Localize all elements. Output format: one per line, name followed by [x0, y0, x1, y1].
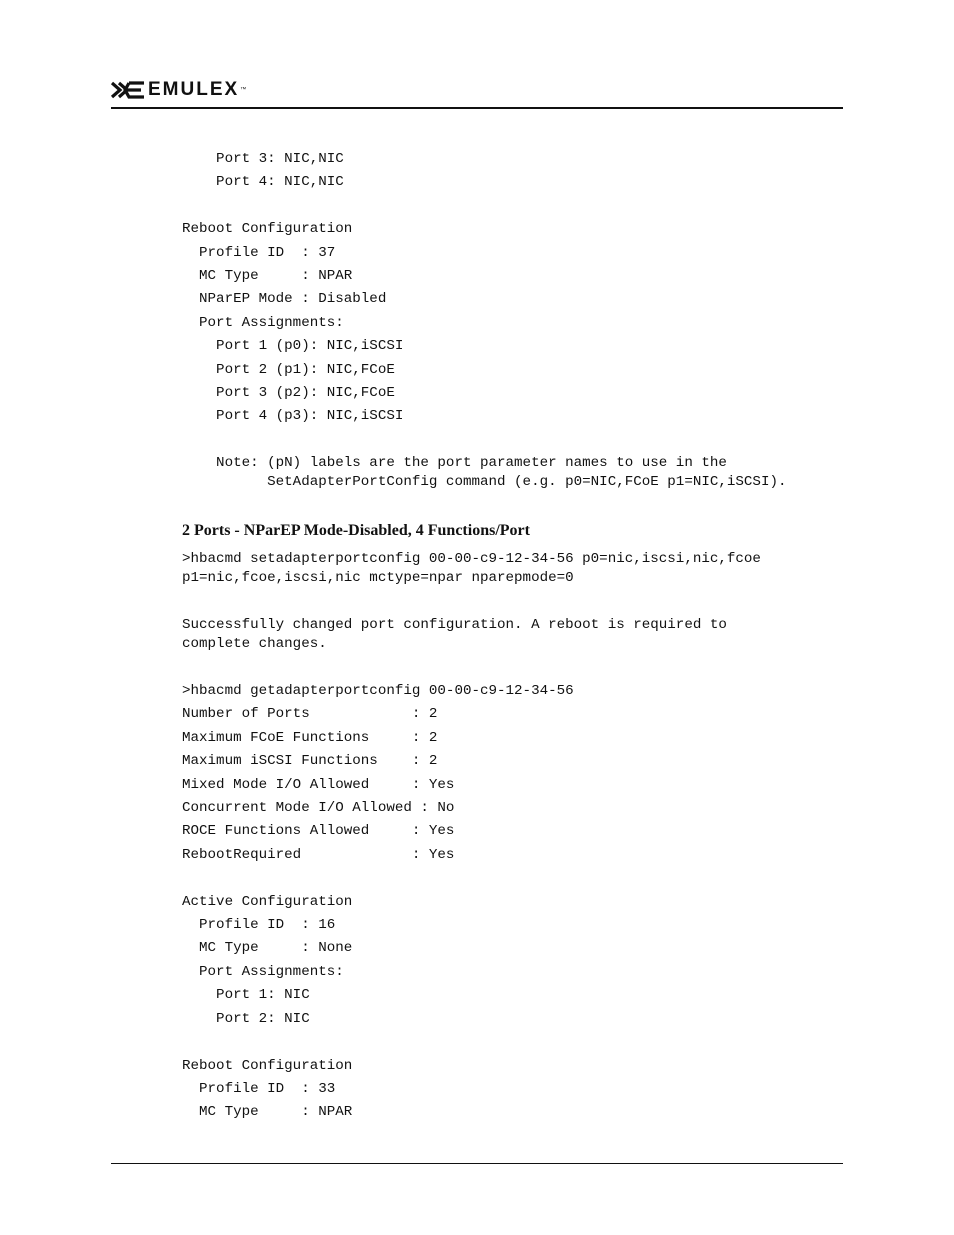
- code-line: >hbacmd getadapterportconfig 00-00-c9-12-34-56: [182, 683, 574, 699]
- code-line: Port 2 (p1): NIC,FCoE: [182, 361, 395, 378]
- code-line: Port Assignments:: [182, 963, 344, 980]
- result-line-2: complete changes.: [182, 636, 327, 652]
- code-line: RebootRequired : Yes: [182, 846, 455, 863]
- code-line: Profile ID : 37: [182, 244, 336, 261]
- code-line: Port 3: NIC,NIC: [182, 151, 344, 167]
- result-line-1: Successfully changed port configuration. A reboot is required to: [182, 617, 727, 633]
- code-line: Port 1 (p0): NIC,iSCSI: [182, 338, 404, 355]
- note-line-1: Note: (pN) labels are the port parameter names to use in the: [182, 455, 727, 471]
- code-line: Port 3 (p2): NIC,FCoE: [182, 385, 395, 402]
- code-line: NParEP Mode : Disabled: [182, 291, 387, 308]
- getadapterportconfig-output: [182, 680, 574, 1125]
- code-line: Profile ID : 33: [182, 1080, 336, 1097]
- code-line: MC Type : NPAR: [182, 1104, 353, 1121]
- command-line-1: >hbacmd setadapterportconfig 00-00-c9-12-34-56 p0=nic,iscsi,nic,fcoe: [182, 551, 761, 567]
- code-line: Concurrent Mode I/O Allowed : No: [182, 800, 455, 817]
- code-line: Reboot Configuration: [182, 1057, 353, 1074]
- brand-name: EMULEX: [148, 79, 240, 100]
- code-line: Port Assignments:: [182, 314, 344, 331]
- command-line-2: p1=nic,fcoe,iscsi,nic mctype=npar nparepmode=0: [182, 570, 574, 586]
- code-line: MC Type : NPAR: [182, 268, 353, 285]
- emulex-logo: [111, 80, 246, 100]
- code-line: Profile ID : 16: [182, 917, 336, 934]
- code-line: Active Configuration: [182, 893, 353, 910]
- code-line: Port 4: NIC,NIC: [182, 174, 344, 191]
- code-line: Maximum FCoE Functions : 2: [182, 729, 438, 746]
- reboot-config-block: [182, 148, 403, 429]
- code-line: Reboot Configuration: [182, 221, 353, 238]
- header-rule: [111, 107, 843, 109]
- trademark-symbol: ™: [240, 87, 247, 93]
- note-line-2: SetAdapterPortConfig command (e.g. p0=NIC,FCoE p1=NIC,iSCSI).: [182, 474, 787, 490]
- code-line: ROCE Functions Allowed : Yes: [182, 823, 455, 840]
- section-heading: 2 Ports - NParEP Mode-Disabled, 4 Functions/Port: [182, 522, 530, 539]
- code-line: Number of Ports : 2: [182, 706, 438, 723]
- code-line: Port 1: NIC: [182, 987, 310, 1004]
- footer-rule: [111, 1163, 843, 1164]
- code-line: Port 4 (p3): NIC,iSCSI: [182, 408, 404, 425]
- code-line: MC Type : None: [182, 940, 353, 957]
- code-line: Port 2: NIC: [182, 1010, 310, 1027]
- code-line: Maximum iSCSI Functions : 2: [182, 753, 438, 770]
- emulex-mark-icon: [111, 81, 145, 99]
- code-line: Mixed Mode I/O Allowed : Yes: [182, 776, 455, 793]
